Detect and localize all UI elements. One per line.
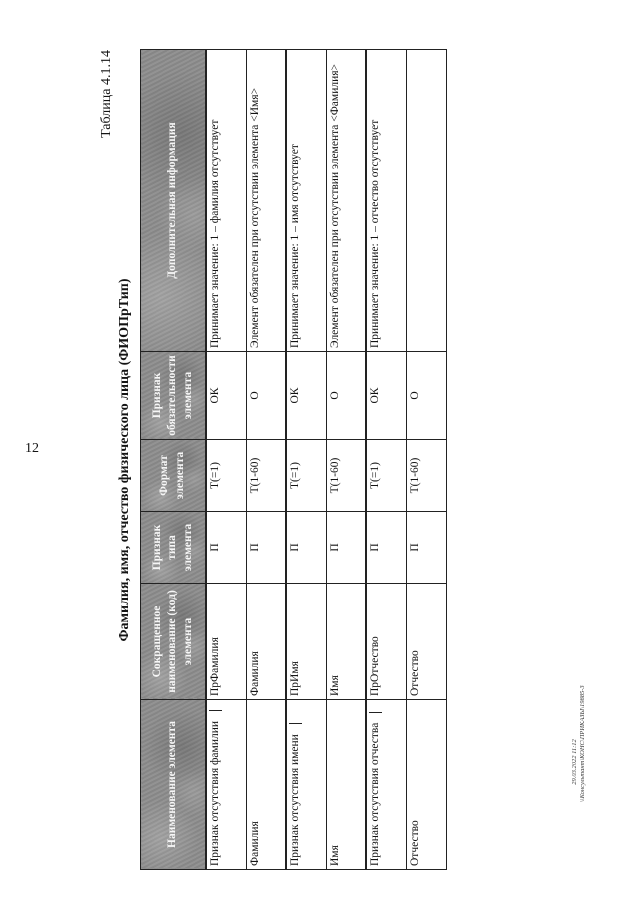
cell-element-code-text: ПрОтчество [369,636,381,696]
cell-element-required [286,352,326,440]
column-header-type: Признак типа элемента [141,512,207,584]
cell-additional-info [326,50,366,352]
cell-element-required [326,352,366,440]
group-marker [209,710,222,711]
cell-element-name [206,700,246,870]
cell-element-name-text: Признак отсутствия отчества [369,722,381,866]
cell-element-code [206,584,246,700]
cell-element-code [366,584,406,700]
footer-stamp [571,685,631,802]
cell-additional-info-text: Элемент обязателен при отсутствии элемента <Фамилия> [328,63,341,348]
cell-element-code [246,584,286,700]
cell-element-format-text: T(=1) [209,462,221,489]
table-row [326,50,366,870]
cell-element-type [366,512,406,584]
cell-element-format-text: T(1-60) [248,457,261,494]
footer-stamp-line: \\Консультант\КОНС\ПРИКАЗЫ\19885-3 [579,685,586,802]
cell-element-type-text: П [289,543,301,552]
cell-element-name [246,700,286,870]
cell-element-format [406,440,446,512]
cell-additional-info [286,50,326,352]
table-row [286,50,326,870]
cell-element-type-text: П [408,543,421,552]
cell-element-name-text: Признак отсутствия имени [289,734,301,866]
cell-additional-info [206,50,246,352]
cell-element-type-text: П [248,543,261,552]
cell-element-required [246,352,286,440]
column-header-format: Формат элемента [141,440,207,512]
group-marker [369,712,382,713]
table-title: Фамилия, имя, отчество физического лица (ФИОПрТип) [117,278,132,642]
cell-element-format-text: T(1-60) [328,457,341,494]
cell-element-required-text: ОК [209,387,221,404]
cell-additional-info [366,50,406,352]
cell-additional-info-text: Принимает значение: 1 – отчество отсутствует [369,119,381,348]
cell-element-format-text: T(1-60) [408,457,421,494]
cell-element-name-text: Признак отсутствия фамилии [209,720,221,866]
cell-element-required [406,352,446,440]
cell-element-format-text: T(=1) [369,462,381,489]
cell-element-required-text: ОК [289,387,301,404]
cell-element-format-text: T(=1) [289,462,301,489]
cell-element-code-text: ПрИмя [289,661,301,696]
table-label: Таблица 4.1.14 [99,50,114,138]
column-header-info: Дополнительная информация [141,50,207,352]
cell-element-format [206,440,246,512]
table-header-row [141,50,207,870]
table-row [206,50,246,870]
rotated-page [95,50,545,870]
cell-element-code [406,584,446,700]
cell-element-code-text: Имя [328,675,341,696]
cell-element-required-text: О [328,391,341,400]
table-body [206,50,446,870]
cell-element-format [326,440,366,512]
column-header-code: Сокращенное наименование (код) элемента [141,584,207,700]
cell-element-code [326,584,366,700]
cell-element-name [406,700,446,870]
cell-element-required-text: О [408,391,421,400]
table-row [406,50,446,870]
cell-element-code-text: Фамилия [248,651,261,696]
page-number: 12 [25,441,39,456]
cell-element-format [246,440,286,512]
cell-element-type [286,512,326,584]
cell-element-type [406,512,446,584]
cell-element-type-text: П [209,543,221,552]
cell-additional-info-text: Элемент обязателен при отсутствии элемента <Имя> [248,87,261,348]
cell-element-name-text: Отчество [408,820,421,866]
table-row [366,50,406,870]
cell-element-format [366,440,406,512]
cell-additional-info [406,50,446,352]
cell-element-code [286,584,326,700]
cell-element-type-text: П [328,543,341,552]
cell-element-type-text: П [369,543,381,552]
cell-element-type [206,512,246,584]
cell-additional-info-text: Принимает значение: 1 – фамилия отсутствует [209,119,221,348]
elements-table [140,49,447,870]
cell-element-name-text: Имя [328,845,341,866]
cell-element-name [326,700,366,870]
cell-element-type [246,512,286,584]
column-header-name: Наименование элемента [141,700,207,870]
cell-element-name [366,700,406,870]
cell-element-code-text: ПрФамилия [209,637,221,696]
cell-element-code-text: Отчество [408,650,421,696]
cell-additional-info [246,50,286,352]
group-marker [289,723,302,724]
cell-additional-info-text: Принимает значение: 1 – имя отсутствует [289,144,301,348]
cell-element-required-text: О [248,391,261,400]
cell-element-format [286,440,326,512]
cell-element-name-text: Фамилия [248,821,261,866]
cell-element-type [326,512,366,584]
cell-element-required [366,352,406,440]
cell-element-name [286,700,326,870]
column-header-required: Признак обязательности элемента [141,352,207,440]
cell-element-required [206,352,246,440]
table-row [246,50,286,870]
cell-element-required-text: ОК [369,387,381,404]
footer-stamp-line: 29.03.2022 11:12 [571,739,578,785]
